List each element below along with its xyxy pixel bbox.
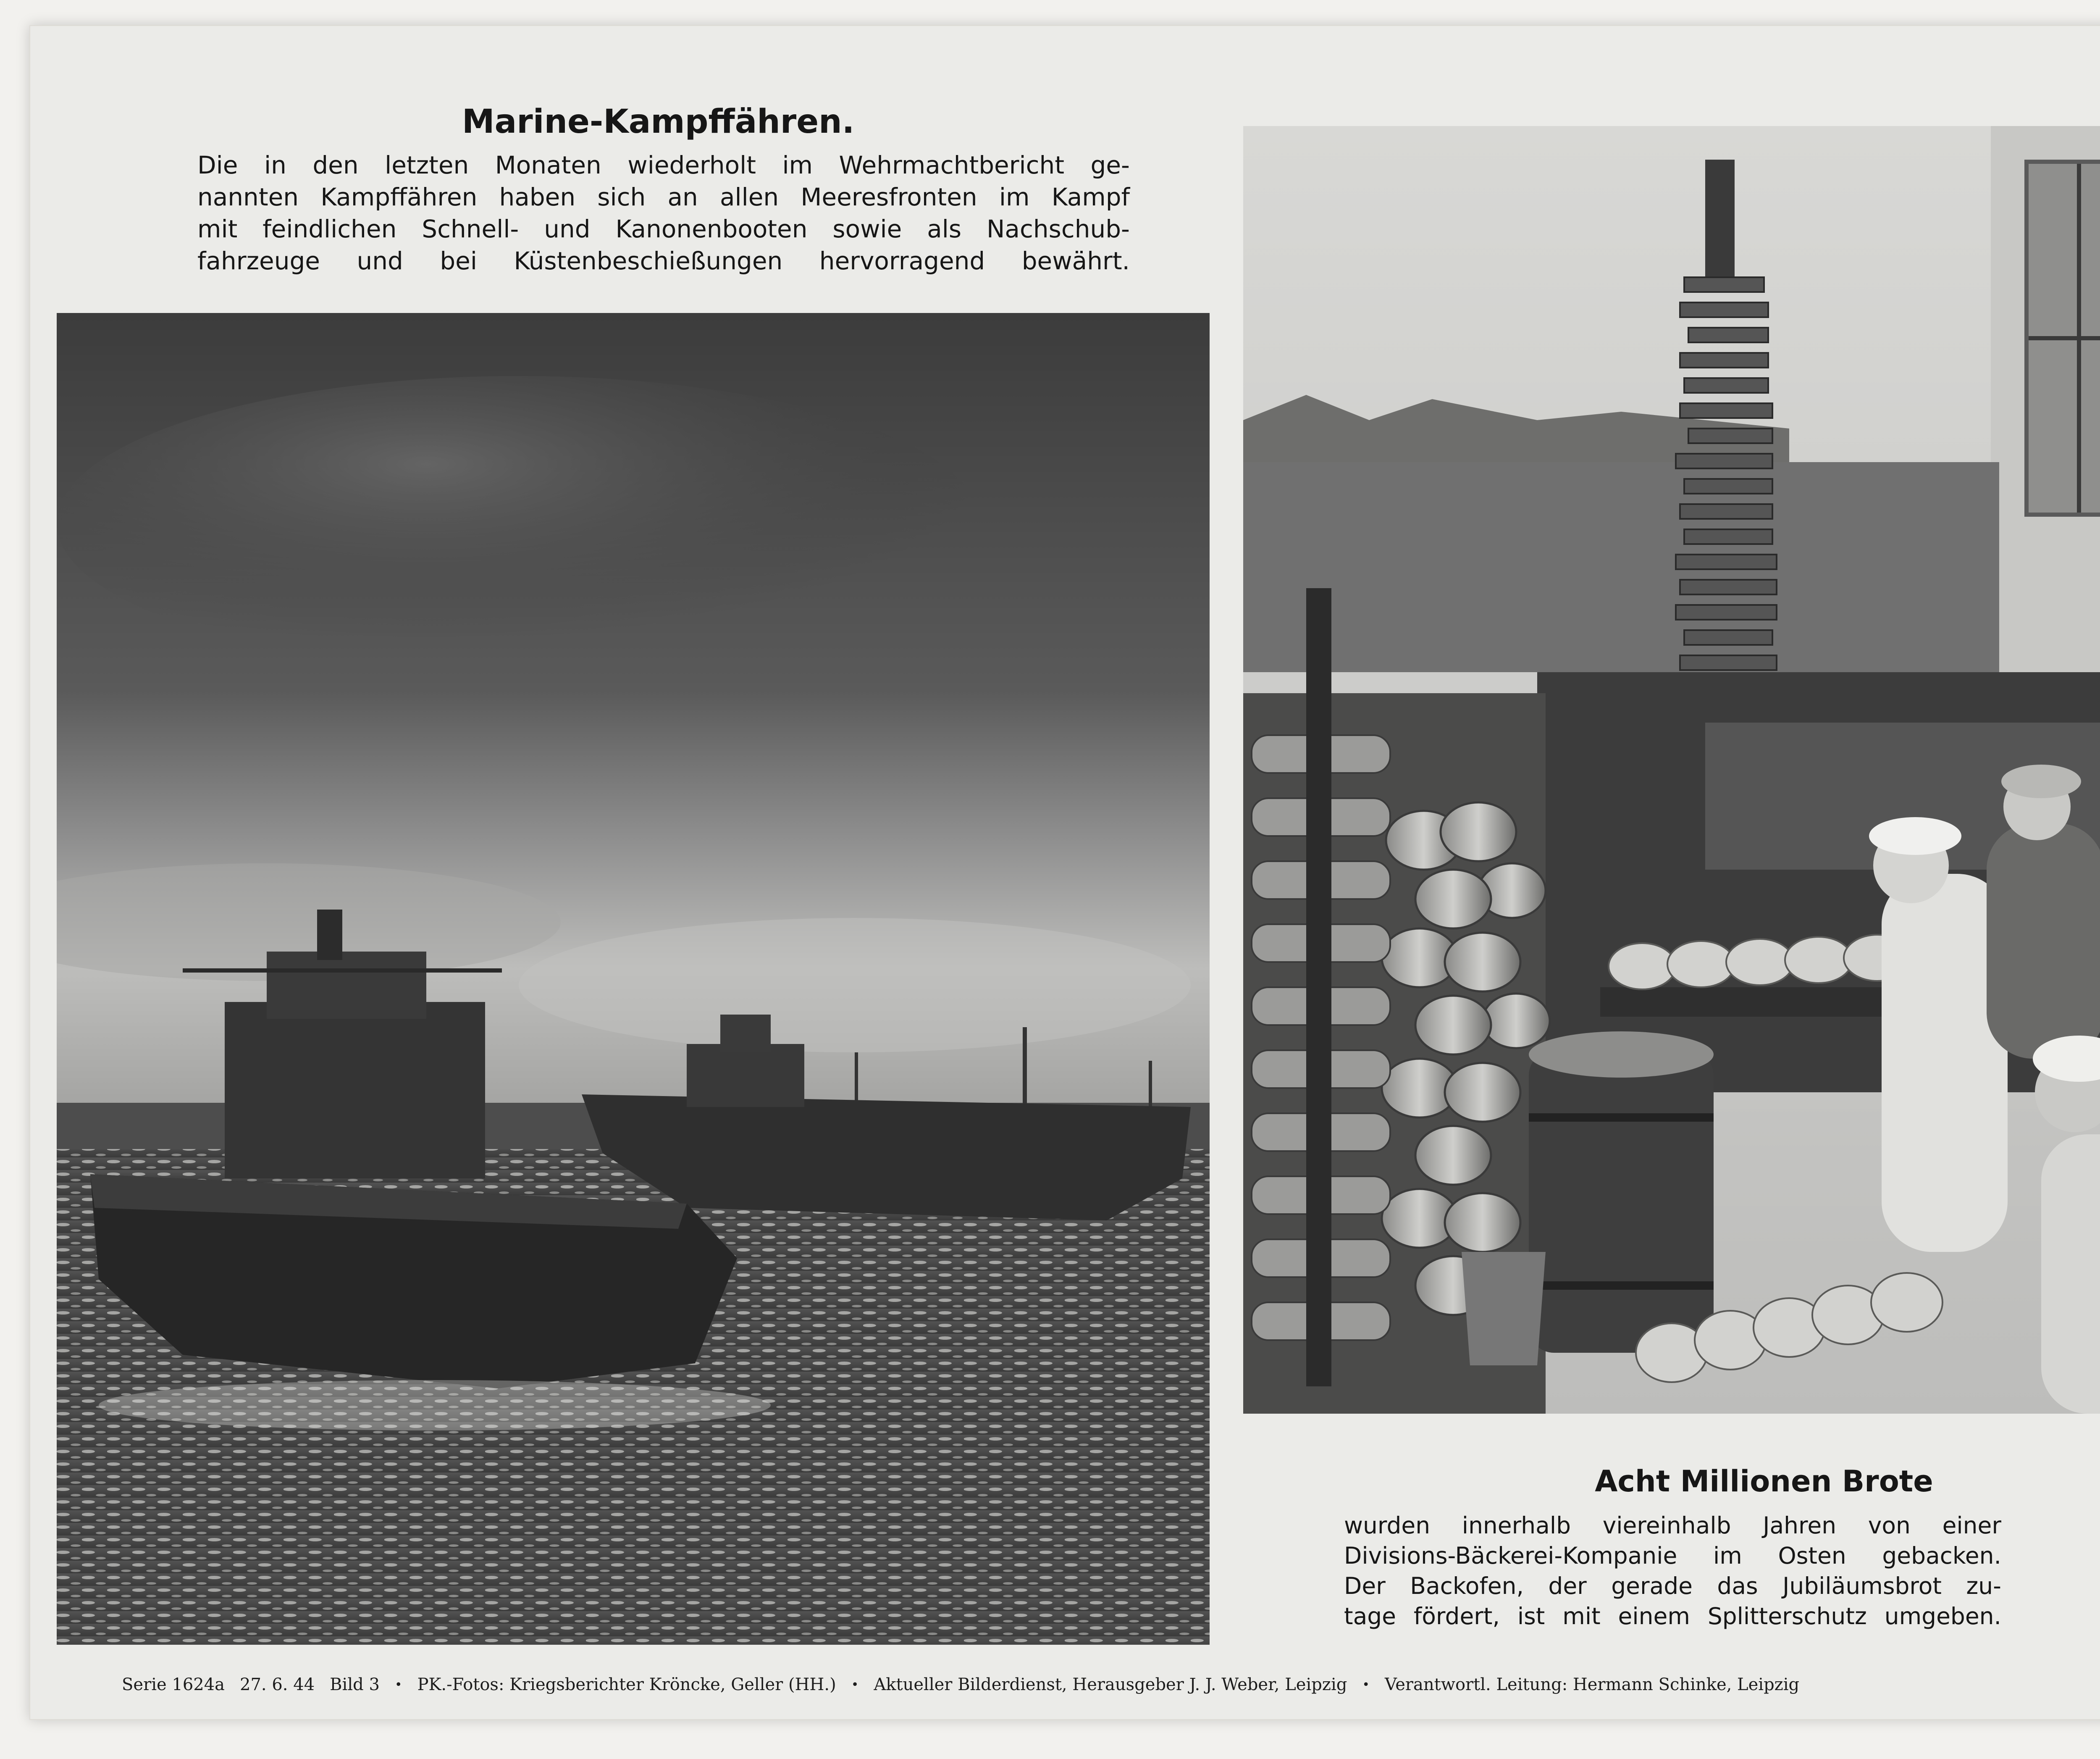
photo-field-bakery <box>1243 126 2100 1414</box>
footer-photo-credit: PK.-Fotos: Kriegsberichter Kröncke, Geller (HH.) <box>417 1675 836 1694</box>
photo-ferry-boats <box>57 313 1210 1645</box>
left-article-body <box>197 149 1130 277</box>
right-article-line: Divisions-Bäckerei-Kompanie im Osten gebacken. <box>1344 1542 2001 1569</box>
left-article-line: nannten Kampffähren haben sich an allen Meeresfronten im Kampf <box>197 183 1130 211</box>
footer-credits <box>122 1670 2096 1699</box>
left-article-line: mit feindlichen Schnell- und Kanonenbooten sowie als Nachschub- <box>197 215 1130 243</box>
right-article-line: wurden innerhalb viereinhalb Jahren von einer <box>1344 1512 2001 1539</box>
left-article-title: Marine-Kampffähren. <box>462 103 855 141</box>
footer-editor: Verantwortl. Leitung: Hermann Schinke, Leipzig <box>1385 1675 1800 1694</box>
footer-publisher: Aktueller Bilderdienst, Herausgeber J. J. Weber, Leipzig <box>874 1675 1347 1694</box>
right-article-line: tage fördert, ist mit einem Splitterschutz umgeben. <box>1344 1603 2001 1630</box>
footer-picture-number: Bild 3 <box>330 1675 380 1694</box>
footer-separator: • <box>851 1677 859 1692</box>
footer-separator: • <box>394 1677 402 1692</box>
right-article-body <box>1344 1510 2001 1631</box>
footer-separator: • <box>1362 1677 1370 1692</box>
left-article-line: fahrzeuge und bei Küstenbeschießungen hervorragend bewährt. <box>197 247 1130 275</box>
left-article-line: Die in den letzten Monaten wiederholt im Wehrmachtbericht ge- <box>197 151 1130 179</box>
right-article-title: Acht Millionen Brote <box>1595 1464 1933 1499</box>
footer-date: 27. 6. 44 <box>240 1675 315 1694</box>
footer-series: Serie 1624a <box>122 1675 225 1694</box>
right-article-line: Der Backofen, der gerade das Jubiläumsbrot zu- <box>1344 1572 2001 1599</box>
